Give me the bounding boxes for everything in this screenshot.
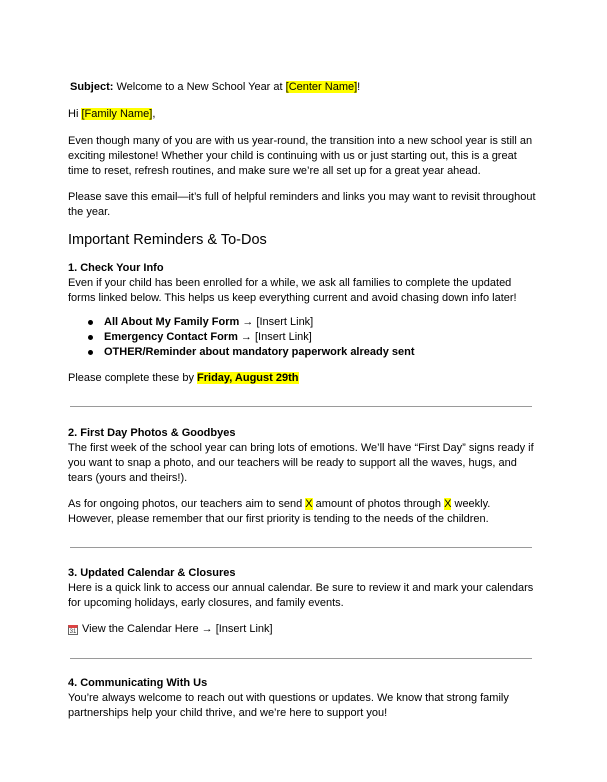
greeting <box>68 107 538 122</box>
form-name: All About My Family Form → <box>104 316 254 328</box>
family-name-placeholder: [Family Name] <box>81 108 153 120</box>
list-item[interactable] <box>68 315 538 330</box>
photos-text: As for ongoing photos, our teachers aim to send <box>68 498 306 510</box>
calendar-link-line[interactable] <box>68 622 538 637</box>
section-body: Here is a quick link to access our annual calendar. Be sure to review it and mark your calendars for upcoming holidays, early closures, and family events. <box>68 582 534 609</box>
photos-text: weekly. However, please remember that our first priority is tending to the needs of the children. <box>68 498 491 525</box>
insert-link[interactable]: [Insert Link] <box>251 331 312 343</box>
list-item <box>68 345 538 360</box>
bullet-icon <box>88 350 93 355</box>
intro-paragraph: Even though many of you are with us year-round, the transition into a new school year is still an exciting milestone! Whether your child is continuing with us or just starting out, this is a great time to reset, refresh routines, and make sure we’re all set up for a great year ahead. <box>68 135 533 177</box>
reminder-text: OTHER/Reminder about mandatory paperwork already sent <box>104 346 415 358</box>
calendar-icon: 31 <box>68 625 78 635</box>
deadline-prefix: Please complete these by <box>68 372 198 384</box>
bullet-icon <box>88 320 93 325</box>
subject-suffix: ! <box>357 81 361 93</box>
section-body: The first week of the school year can bring lots of emotions. We’ll have “First Day” signs ready if you want to snap a photo, and our teachers will be ready to support all the waves, hugs, and tears (yours and theirs!). <box>68 442 534 484</box>
insert-link[interactable]: [Insert Link] <box>253 316 314 328</box>
photos-paragraph <box>68 497 538 527</box>
bullet-icon <box>88 335 93 340</box>
section-body: Even if your child has been enrolled for a while, we ask all families to complete the updated forms linked below. This helps us keep everything current and avoid chasing down info later! <box>68 277 517 304</box>
calendar-link[interactable]: View the Calendar Here → [Insert Link] <box>82 623 273 635</box>
list-item[interactable] <box>68 330 538 345</box>
greeting-suffix: , <box>152 108 156 120</box>
subject-text: Welcome to a New School Year at <box>113 81 286 93</box>
subject-label: Subject: <box>70 81 114 93</box>
photo-app-placeholder: X <box>444 498 452 510</box>
email-body <box>68 80 538 721</box>
subject-line <box>70 80 538 95</box>
photo-count-placeholder: X <box>305 498 313 510</box>
section-title: 3. Updated Calendar & Closures <box>68 567 236 579</box>
reminders-heading: Important Reminders & To-Dos <box>68 232 267 248</box>
center-name-placeholder: [Center Name] <box>285 81 358 93</box>
deadline-line <box>68 371 538 386</box>
section-title: 2. First Day Photos & Goodbyes <box>68 427 236 439</box>
deadline-date: Friday, August 29th <box>197 372 299 384</box>
section-title: 4. Communicating With Us <box>68 677 208 689</box>
section-title: 1. Check Your Info <box>68 262 164 274</box>
save-email-paragraph: Please save this email—it’s full of helpful reminders and links you may want to revisit throughout the year. <box>68 191 536 218</box>
form-name: Emergency Contact Form → <box>104 331 252 343</box>
greeting-prefix: Hi <box>68 108 82 120</box>
section-body: You’re always welcome to reach out with questions or updates. We know that strong family partnerships help your child thrive, and we’re here to support you! <box>68 692 509 719</box>
forms-list <box>68 315 538 360</box>
photos-text: amount of photos through <box>312 498 445 510</box>
